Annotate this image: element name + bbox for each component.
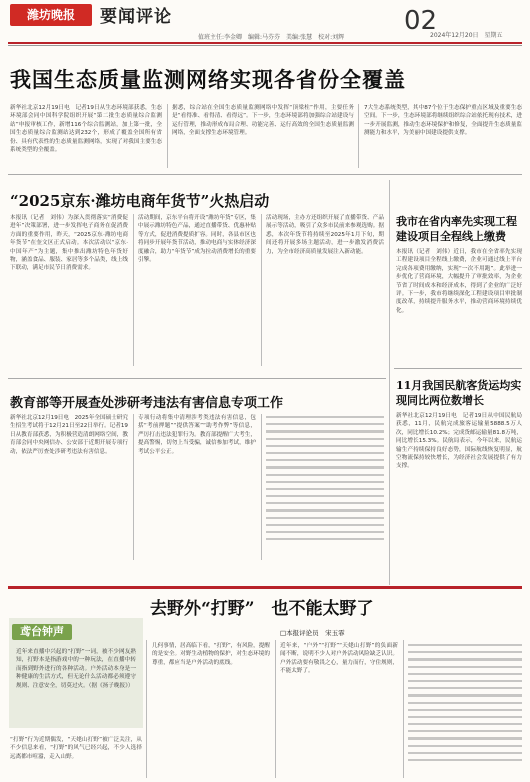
column-divider bbox=[275, 640, 276, 778]
column-divider bbox=[261, 414, 262, 560]
story2-col1: 本报讯（记者 刘伟）为深入贯彻落实“消费促进年”决策部署，进一步发挥电子商务在促消费方面的重要作用，昨天，“2025京东·潍坊电商年货节”在奎文区正式启动。本次活动以“京东·中国年产”为主题，集中推出潍坊特色年货好物，涵盖食品、服装、家居等多个品类，线上线下联动，满足市民节日消费需求。 bbox=[10, 215, 128, 272]
page-number: 02 bbox=[404, 6, 438, 36]
masthead-thin-rule bbox=[8, 45, 522, 46]
masthead-rule bbox=[8, 42, 522, 44]
story2-col3: 活动现场，主办方还组织开展了直播带货、产品展示等活动，吸引了众多市民前来参观选购。据悉，本次年货节将持续至2025年1月下旬，期间还将开展多场主题活动，进一步激发消费活力，为全市经济高质量发展注入新动能。 bbox=[266, 215, 384, 255]
story5-headline: 11月我国民航客货运均实现同比两位数增长 bbox=[396, 379, 522, 407]
story1-col3: 7大生态系统类型，其中87个位于生态保护重点区域及重要生态空间。下一步，生态环境部将继续组织综合站依托现有技术，进一步开展监测，推动生态环境保护和修复，全面提升生态质量监测能力和水平，为美丽中国建设提供支撑。 bbox=[364, 105, 522, 137]
story5-body: 新华社北京12月19日电 记者19日从中国民航局获悉，11月，民航完成旅客运输量5888.5万人次，同比增长10.2%；完成货邮运输量81.8万吨，同比增长15.3%。民航局表示，今年以来，民航运输生产持续保持良好态势，国际航线恢复明显，航空物流保持较快增长，为经济社会发展提供了有力支撑。 bbox=[396, 413, 522, 470]
column-divider bbox=[167, 104, 168, 168]
story3-col1: 新华社北京12月19日电 2025年全国硕士研究生招生考试将于12月21日至22日举行。记者19日从教育部获悉，为积极营造清朗网络空间，教育部会同中央网信办、公安部于近期开展专项行动，依法严厉查处涉研考违法有害信息。 bbox=[10, 415, 128, 455]
story2-headline: “2025京东·潍坊电商年货节”火热启动 bbox=[10, 192, 270, 210]
editorial-column-label: 鸢台钟声 bbox=[12, 624, 72, 640]
column-divider bbox=[358, 104, 359, 168]
column-divider bbox=[389, 180, 390, 585]
column-divider bbox=[146, 640, 147, 778]
editorial-col2: 几何事情，居高临下看，“打野”，有风险，提醒的是安全。对野生动植物的保护，对生态环境的尊重，都应当是户外活动的底线。 bbox=[152, 643, 270, 666]
story3-headline: 教育部等开展查处涉研考违法有害信息专项工作 bbox=[10, 396, 284, 411]
section-rule bbox=[8, 378, 386, 379]
column-divider bbox=[133, 414, 134, 560]
column-divider bbox=[133, 214, 134, 366]
story4-body: 本报讯（记者 刘伟）近日，我市在全省率先实现工程建设项目全程线上缴费，企业可通过线上平台完成各项费用缴纳，实现“一次不用跑”。此举进一步优化了营商环境，大幅提升了审批效率，为企业节省了时间成本和经济成本，得到了企业的广泛好评。下一步，我市将继续深化工程建设项目审批制度改革，持续提升服务水平，推动营商环境持续优化。 bbox=[396, 249, 522, 314]
section-title: 要闻评论 bbox=[100, 7, 172, 27]
story1-col1: 新华社北京12月19日电 记者19日从生态环境部获悉，生态环境部会同中国科学院组织开展“第二批生态质量综合监测站”申报审核工作，新增116个综合监测站，加上第一批，全国生态质量综合监测站达到232个，形成了覆盖全国所有省份、具有代表性的生态质量监测网络，实现了对我国主要生态系统类型的全覆盖。 bbox=[10, 105, 162, 154]
story1-headline: 我国生态质量监测网络实现各省份全覆盖 bbox=[10, 67, 406, 92]
masthead-logo: 潍坊晚报 bbox=[10, 4, 92, 26]
editorial-col4-text bbox=[408, 644, 522, 778]
story4-headline: 我市在省内率先实现工程建设项目全程线上缴费 bbox=[396, 215, 517, 243]
story2-col2: 活动期间，京东平台将开设“潍坊年货”专区，集中展示潍坊特色产品，通过直播带货、优惠补贴等方式，促进消费提质扩容。同时，各县市区也将同步开展年货节活动，推动电商与实体经济深度融合，助力“年货节”成为拉动消费增长的重要引擎。 bbox=[138, 215, 256, 264]
editorial-col1: “打野”行为近期偶发，“天姥山打野”被广泛关注，从不少信息来看，“打野”的风气已经兴起，不少人选择远离都市喧嚣，走入山野。 bbox=[10, 737, 142, 760]
editorial-author: □本报评论员 宋玉霏 bbox=[280, 629, 345, 637]
section-rule bbox=[8, 174, 522, 175]
section-rule bbox=[394, 368, 522, 369]
editorial-headline: 去野外“打野” 也不能太野了 bbox=[150, 599, 374, 619]
editorial-col3: 近年来，“户外”“打野”“天姥山打野”的负面新闻不断，说明不少人对户外活动风险缺乏认识。户外活动要有敬畏之心，量力而行，守住规则，不能太野了。 bbox=[280, 643, 398, 675]
column-divider bbox=[403, 640, 404, 778]
story3-col2: 专项行动将集中清理涉考类违法有害信息，包括“考前押题”“提供答案”“助考作弊”等信息，严厉打击违法犯罪行为。教育部提醒广大考生，提高警惕，切勿上当受骗，诚信参加考试，维护考试公平公正。 bbox=[138, 415, 256, 455]
column-divider bbox=[261, 214, 262, 366]
story1-col2: 据悉，综合站在全国生态质量监测网络中发挥“顶梁柱”作用，主要任务是“看得准、看得清、看得远”。下一步，生态环境部将加强综合站建设与运行管理，推动形成布局合理、功能完善、运行高效的全国生态质量监测网络，全面支撑生态环境管理。 bbox=[172, 105, 354, 137]
issue-date: 2024年12月20日 星期五 bbox=[430, 32, 503, 39]
editor-credits: 值班主任:李金卿 编辑:马芬芬 美编:张慧 校对:刘辉 bbox=[198, 34, 345, 41]
editorial-quote: 近年来直播中兴起的“打野”一词，被不少网友熟知，打野本是指游戏中的一种玩法，在直播中转而指到野外进行的各种活动。户外活动本身是一种健康的生活方式，但无论什么活动都必须遵守规则、注意安全，切莫过火。（据《扬子晚报》） bbox=[16, 649, 136, 689]
story3-col3-text bbox=[266, 416, 384, 562]
editorial-rule bbox=[8, 586, 522, 589]
